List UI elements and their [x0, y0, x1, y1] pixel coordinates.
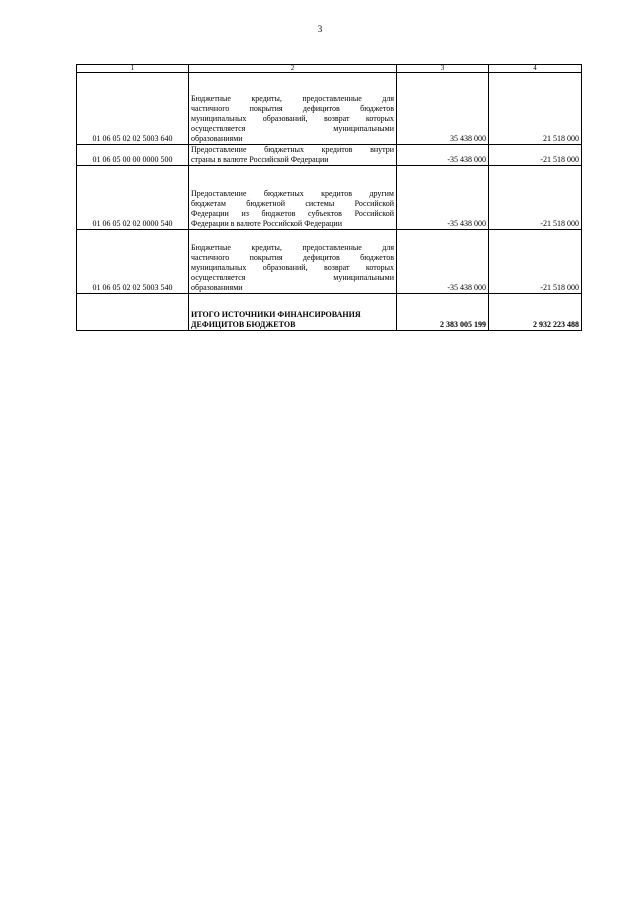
value-col-3: -35 438 000 [397, 145, 489, 166]
description-line: образованиями [191, 283, 243, 292]
description-line: бюджетам бюджетной системы Российской [191, 199, 394, 208]
column-header-1: 1 [77, 65, 189, 73]
row-description [189, 145, 397, 166]
total-row [77, 294, 582, 331]
description-line: Предоставление бюджетных кредитов внутри [191, 145, 394, 154]
table-row [77, 145, 582, 166]
description-line: муниципальных образований, возврат которых [191, 263, 394, 272]
value-col-4: -21 518 000 [489, 230, 582, 294]
total-description-line: ИТОГО ИСТОЧНИКИ ФИНАНСИРОВАНИЯ [191, 310, 361, 319]
value-col-4: 21 518 000 [489, 73, 582, 145]
description-line: образованиями [191, 134, 243, 143]
description-line: Федерации из бюджетов субъектов Российской [191, 209, 394, 218]
budget-code: 01 06 05 00 00 0000 500 [77, 145, 189, 166]
value-col-4: -21 518 000 [489, 166, 582, 230]
table-row [77, 230, 582, 294]
budget-code: 01 06 05 02 02 5003 640 [77, 73, 189, 145]
description-line: осуществляется муниципальными [191, 124, 394, 133]
column-header-3: 3 [397, 65, 489, 73]
column-header-2: 2 [189, 65, 397, 73]
row-description [189, 73, 397, 145]
description-line: частичного покрытия дефицитов бюджетов [191, 253, 394, 262]
value-col-4: -21 518 000 [489, 145, 582, 166]
total-code [77, 294, 189, 331]
page-number: 3 [317, 24, 323, 34]
description-line: Бюджетные кредиты, предоставленные для [191, 94, 394, 103]
description-line: Бюджетные кредиты, предоставленные для [191, 243, 394, 252]
value-col-3: -35 438 000 [397, 166, 489, 230]
budget-code: 01 06 05 02 02 5003 540 [77, 230, 189, 294]
total-description [189, 294, 397, 331]
description-line: страны в валюте Российской Федерации [191, 155, 329, 164]
description-line: Федерации в валюте Российской Федерации [191, 219, 342, 228]
column-header-4: 4 [489, 65, 582, 73]
total-value-col-3: 2 383 005 199 [397, 294, 489, 331]
description-line: осуществляется муниципальными [191, 273, 394, 282]
row-description [189, 166, 397, 230]
budget-code: 01 06 05 02 02 0000 540 [77, 166, 189, 230]
description-line: частичного покрытия дефицитов бюджетов [191, 104, 394, 113]
table-row [77, 166, 582, 230]
total-description-line: ДЕФИЦИТОВ БЮДЖЕТОВ [191, 320, 296, 329]
row-description [189, 230, 397, 294]
description-line: Предоставление бюджетных кредитов другим [191, 189, 394, 198]
table-row [77, 73, 582, 145]
table-header-row [77, 65, 582, 73]
description-line: муниципальных образований, возврат которых [191, 114, 394, 123]
value-col-3: 35 438 000 [397, 73, 489, 145]
value-col-3: -35 438 000 [397, 230, 489, 294]
budget-sources-table [76, 64, 582, 331]
total-value-col-4: 2 932 223 488 [489, 294, 582, 331]
